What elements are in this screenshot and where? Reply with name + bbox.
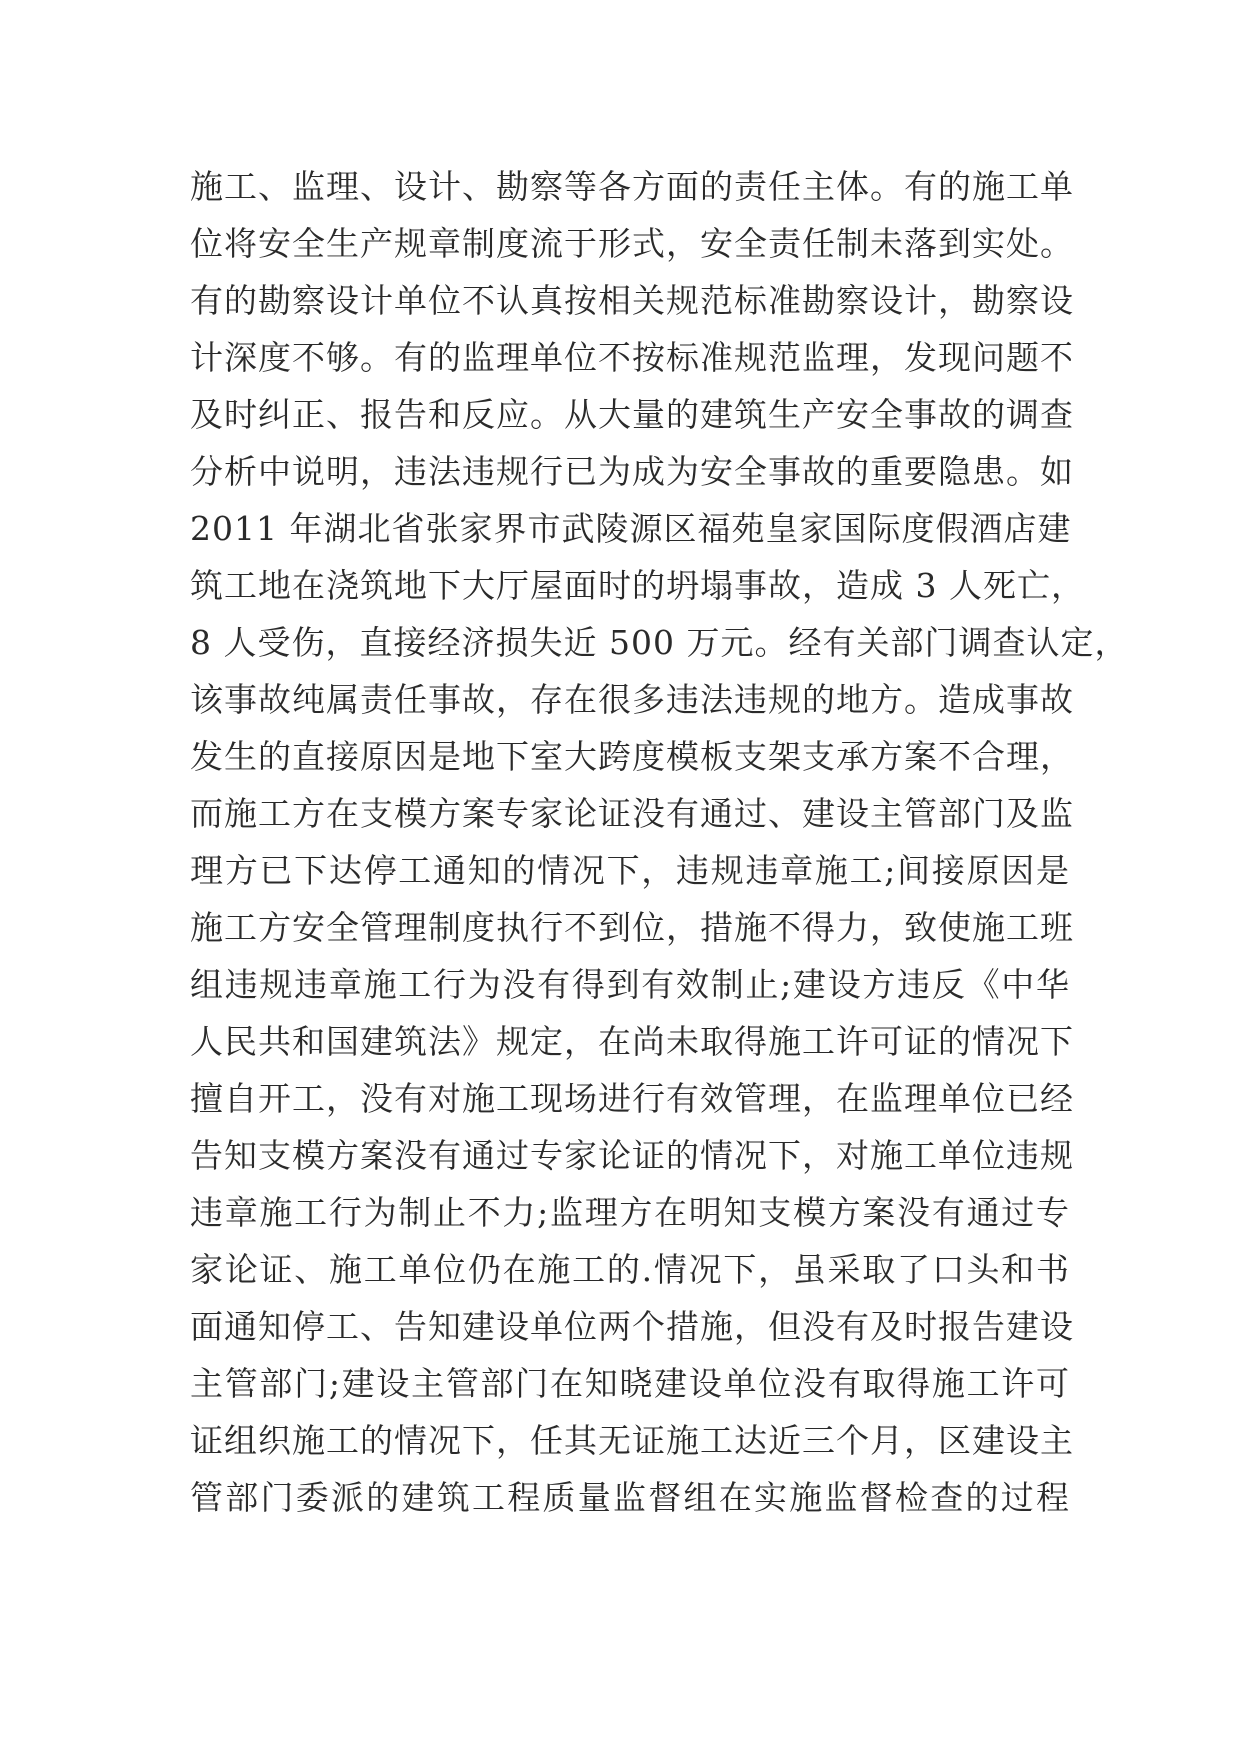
- body-text: [190, 158, 1129, 1526]
- text-line: 计深度不够。有的监理单位不按标准规范监理，发现问题不: [190, 338, 1074, 377]
- text-line: 2011 年湖北省张家界市武陵源区福苑皇家国际度假酒店建: [190, 509, 1072, 548]
- text-line: 面通知停工、告知建设单位两个措施，但没有及时报告建设: [190, 1307, 1074, 1346]
- text-line: 告知支模方案没有通过专家论证的情况下，对施工单位违规: [190, 1136, 1074, 1175]
- text-line: 理方已下达停工通知的情况下，违规违章施工;间接原因是: [190, 851, 1070, 890]
- text-line: 发生的直接原因是地下室大跨度模板支架支承方案不合理，: [190, 737, 1074, 776]
- text-line: 证组织施工的情况下，任其无证施工达近三个月，区建设主: [190, 1421, 1074, 1460]
- text-line: 8 人受伤，直接经济损失近 500 万元。经有关部门调查认定，: [190, 623, 1129, 662]
- text-line: 主管部门;建设主管部门在知晓建设单位没有取得施工许可: [190, 1364, 1070, 1403]
- text-line: 违章施工行为制止不力;监理方在明知支模方案没有通过专: [190, 1193, 1070, 1232]
- text-line: 及时纠正、报告和反应。从大量的建筑生产安全事故的调查: [190, 395, 1074, 434]
- text-line: 家论证、施工单位仍在施工的.情况下，虽采取了口头和书: [190, 1250, 1070, 1289]
- text-line: 该事故纯属责任事故，存在很多违法违规的地方。造成事故: [190, 680, 1074, 719]
- text-line: 筑工地在浇筑地下大厅屋面时的坍塌事故，造成 3 人死亡，: [190, 566, 1085, 605]
- text-line: 擅自开工，没有对施工现场进行有效管理，在监理单位已经: [190, 1079, 1074, 1118]
- text-line: 组违规违章施工行为没有得到有效制止;建设方违反《中华: [190, 965, 1070, 1004]
- text-line: 位将安全生产规章制度流于形式，安全责任制未落到实处。: [190, 224, 1074, 263]
- text-line: 有的勘察设计单位不认真按相关规范标准勘察设计，勘察设: [190, 281, 1074, 320]
- text-line: 分析中说明，违法违规行已为成为安全事故的重要隐患。如: [190, 452, 1074, 491]
- text-line: 施工、监理、设计、勘察等各方面的责任主体。有的施工单: [190, 167, 1074, 206]
- text-line: 人民共和国建筑法》规定，在尚未取得施工许可证的情况下: [190, 1022, 1074, 1061]
- text-line: 施工方安全管理制度执行不到位，措施不得力，致使施工班: [190, 908, 1074, 947]
- text-line: 而施工方在支模方案专家论证没有通过、建设主管部门及监: [190, 794, 1074, 833]
- text-line: 管部门委派的建筑工程质量监督组在实施监督检查的过程: [190, 1478, 1070, 1517]
